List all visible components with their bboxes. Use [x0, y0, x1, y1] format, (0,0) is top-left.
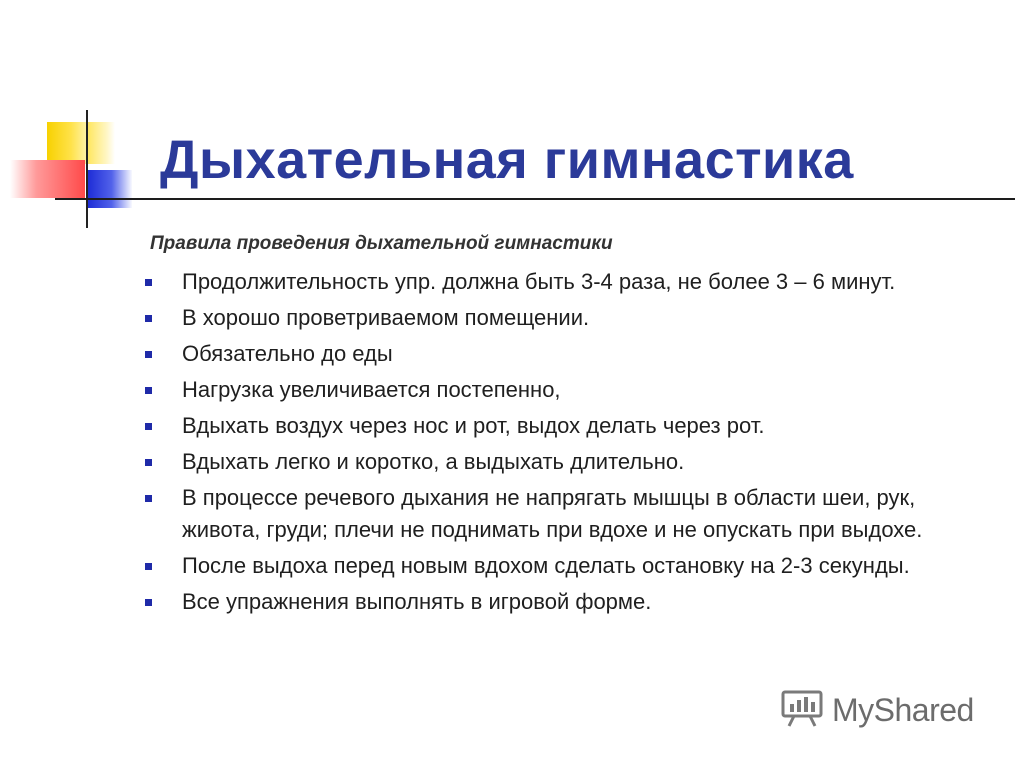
rule-text: Все упражнения выполнять в игровой форме. — [182, 589, 652, 614]
rule-text: Вдыхать легко и коротко, а выдыхать длительно. — [182, 449, 685, 474]
list-item — [145, 410, 995, 442]
bullet-icon — [145, 315, 152, 322]
list-item — [145, 338, 995, 370]
bullet-icon — [145, 495, 152, 502]
ornament-blue-square — [87, 170, 132, 208]
watermark-text: MyShared — [832, 691, 974, 728]
ornament-red-square — [10, 160, 85, 198]
ornament-vertical-line — [86, 110, 88, 228]
rule-text: Продолжительность упр. должна быть 3-4 раза, не более 3 – 6 минут. — [182, 269, 896, 294]
bullet-icon — [145, 279, 152, 286]
bullet-icon — [145, 351, 152, 358]
list-item — [145, 550, 995, 582]
list-item — [145, 374, 995, 406]
rule-text: После выдоха перед новым вдохом сделать остановку на 2-3 секунды. — [182, 553, 910, 578]
watermark — [780, 686, 974, 734]
bullet-icon — [145, 423, 152, 430]
bullet-icon — [145, 599, 152, 606]
list-item — [145, 266, 995, 298]
bullet-icon — [145, 563, 152, 570]
presentation-board-icon — [780, 688, 824, 733]
list-item — [145, 302, 995, 334]
bullet-icon — [145, 387, 152, 394]
rule-text: В процессе речевого дыхания не напрягать мышцы в области шеи, рук, живота, груди; плечи не поднимать при вдохе и не опускать при выдохе. — [182, 485, 923, 542]
slide-title: Дыхательная гимнастика — [160, 130, 854, 190]
list-item — [145, 482, 995, 546]
bullet-icon — [145, 459, 152, 466]
list-item — [145, 446, 995, 478]
rule-text: Обязательно до еды — [182, 341, 393, 366]
rule-text: Вдыхать воздух через нос и рот, выдох делать через рот. — [182, 413, 765, 438]
corner-ornament — [0, 0, 180, 240]
list-item — [145, 586, 995, 618]
rules-list — [145, 266, 995, 622]
title-underline — [55, 198, 1015, 200]
rule-text: Нагрузка увеличивается постепенно, — [182, 377, 561, 402]
slide-subtitle: Правила проведения дыхательной гимнастики — [150, 233, 613, 254]
ornament-yellow-fade — [87, 122, 115, 164]
ornament-yellow-square — [47, 122, 87, 164]
rule-text: В хорошо проветриваемом помещении. — [182, 305, 590, 330]
